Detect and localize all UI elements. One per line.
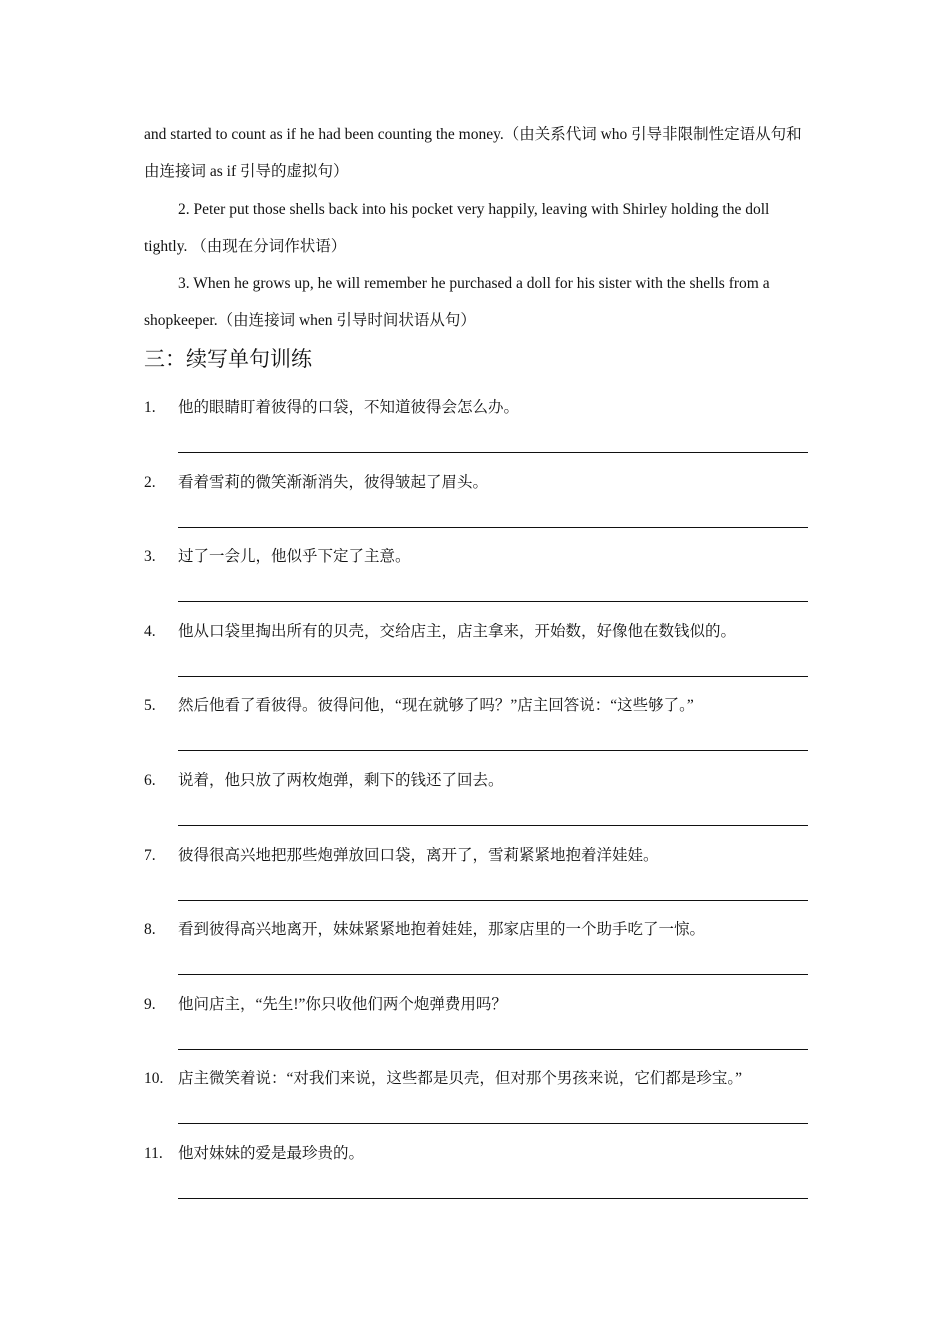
exercise-number: 3.: [144, 548, 156, 566]
answer-line[interactable]: [178, 825, 808, 826]
answer-line[interactable]: [178, 1123, 808, 1124]
exercise-item: [144, 838, 808, 913]
paragraph-continued: and started to count as if he had been counting the money.（由关系代词 who 引导非限制性定语从句和由连接词 as if 引导的虚拟句）: [144, 126, 802, 180]
exercise-number: 8.: [144, 921, 156, 939]
exercise-item: [144, 912, 808, 987]
exercise-item: [144, 614, 808, 689]
exercise-number: 7.: [144, 846, 156, 864]
exercise-prompt: 他从口袋里掏出所有的贝壳，交给店主，店主拿来，开始数，好像他在数钱似的。: [178, 622, 737, 640]
exercise-prompt: 他问店主，“先生!”你只收他们两个炮弹费用吗？: [178, 995, 507, 1013]
exercise-prompt: 他的眼睛盯着彼得的口袋，不知道彼得会怎么办。: [178, 399, 520, 416]
section-heading: 三：续写单句训练: [144, 347, 312, 371]
answer-line[interactable]: [178, 1049, 808, 1050]
exercise-prompt: 说着，他只放了两枚炮弹，剩下的钱还了回去。: [178, 771, 504, 789]
exercise-number: 6.: [144, 771, 156, 789]
exercise-prompt: 店主微笑着说：“对我们来说，这些都是贝壳，但对那个男孩来说，它们都是珍宝。”: [178, 1070, 743, 1088]
exercise-prompt: 看着雪莉的微笑渐渐消失，彼得皱起了眉头。: [178, 473, 489, 491]
exercise-item: [144, 987, 808, 1062]
exercise-number: 9.: [144, 995, 156, 1013]
exercise-prompt: 他对妹妹的爱是最珍贵的。: [178, 1144, 365, 1162]
answer-line[interactable]: [178, 1198, 808, 1199]
exercise-number: 11.: [144, 1144, 163, 1162]
answer-line[interactable]: [178, 676, 808, 677]
exercise-prompt: 过了一会儿，他似乎下定了主意。: [178, 548, 411, 566]
exercise-prompt: 彼得很高兴地把那些炮弹放回口袋，离开了，雪莉紧紧地抱着洋娃娃。: [178, 846, 659, 864]
paragraph-item-3: 3. When he grows up, he will remember he purchased a doll for his sister with the shells from a shopkeeper.（由连接词 when 引导时间状语从句）: [144, 275, 770, 329]
exercise-number: 4.: [144, 622, 156, 640]
answer-line[interactable]: [178, 900, 808, 901]
paragraph-item-2: 2. Peter put those shells back into his pocket very happily, leaving with Shirley holding the doll tightly. （由现在分词作状语）: [144, 201, 770, 255]
exercise-list: [144, 390, 808, 1211]
exercise-number: 2.: [144, 473, 156, 491]
answer-line[interactable]: [178, 750, 808, 751]
exercise-item: [144, 1136, 808, 1211]
exercise-item: [144, 539, 808, 614]
answer-line[interactable]: [178, 601, 808, 602]
exercise-item: [144, 1061, 808, 1136]
exercise-item: [144, 688, 808, 763]
exercise-item: [144, 465, 808, 540]
answer-line[interactable]: [178, 974, 808, 975]
exercise-prompt: 看到彼得高兴地离开，妹妹紧紧地抱着娃娃，那家店里的一个助手吃了一惊。: [178, 921, 706, 939]
exercise-number: 5.: [144, 697, 156, 715]
exercise-number: 1.: [144, 399, 156, 416]
exercise-number: 10.: [144, 1070, 164, 1088]
exercise-prompt: 然后他看了看彼得。彼得问他，“现在就够了吗？”店主回答说：“这些够了。”: [178, 697, 694, 715]
exercise-item: [144, 763, 808, 838]
exercise-item: [144, 390, 808, 465]
answer-line[interactable]: [178, 452, 808, 453]
answer-line[interactable]: [178, 527, 808, 528]
